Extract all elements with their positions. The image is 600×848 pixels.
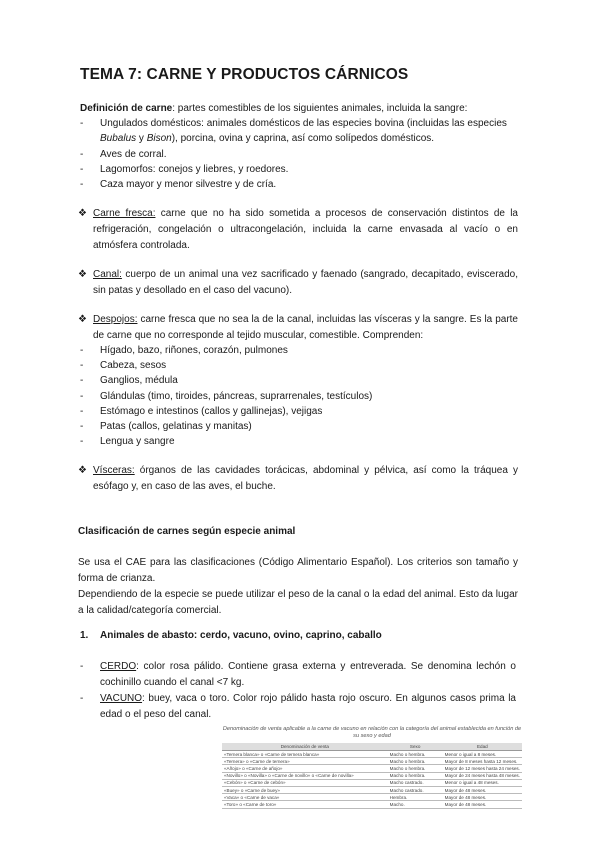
classification-paragraph-2: Dependiendo de la especie se puede utilizar el peso de la canal o la edad del animal. Esto da lugar a la calidad/categoría comercial.	[78, 589, 518, 616]
table-header-row	[222, 743, 522, 751]
despojos-section: ❖ Despojos: carne fresca que no sea la de la canal, incluidas las vísceras y la sangre. Es la parte de carne que no corresponde al tejido muscular, comestible. Comprenden:	[78, 314, 518, 341]
fresh-meat-section: ❖ Carne fresca: carne que no ha sido sometida a procesos de conservación distintos de la refrigeración, congelación o ultracongelación, incluida la carne envasada al vacío o en atmósfera controlada.	[78, 208, 518, 251]
classification-heading: Clasificación de carnes según especie animal	[78, 526, 296, 537]
list-item: - Glándulas (timo, tiroides, páncreas, suprarrenales, testículos)	[80, 389, 516, 404]
definition-lead	[80, 101, 516, 116]
list-item: - Ganglios, médula	[80, 373, 516, 388]
beef-category-table	[222, 743, 522, 809]
list-item: - Patas (callos, gelatinas y manitas)	[80, 419, 516, 434]
list-item: - CERDO: color rosa pálido. Contiene grasa externa y entreverada. Se denomina lechón o cochinillo cuando el canal <7 kg.	[80, 659, 516, 691]
list-item: - Cabeza, sesos	[80, 358, 516, 373]
table-row: «Toro» o «Carne de toro» Macho. Mayor de 48 meses.	[222, 801, 522, 808]
list-title: Animales de abasto: cerdo, vacuno, ovino, caprino, caballo	[100, 630, 382, 641]
table-header: Sexo	[388, 743, 443, 751]
visceras-term: Vísceras:	[93, 465, 135, 476]
table-row: «Vaca» o «Carne de vaca» Hembra. Mayor de 48 meses.	[222, 794, 522, 801]
diamond-bullet-icon: ❖	[78, 208, 87, 219]
list-item: - Hígado, bazo, riñones, corazón, pulmones	[80, 343, 516, 358]
despojos-list-wrap	[80, 343, 516, 449]
definition-text: : partes comestibles de los siguientes animales, incluida la sangre:	[172, 103, 468, 114]
table-row: «Ternera blanca» o «Carne de ternera blanca» Macho o hembra. Menor o igual a 8 meses.	[222, 751, 522, 758]
list-item: - VACUNO: buey, vaca o toro. Color rojo pálido hasta rojo oscuro. En algunos casos prima la edad o el peso del canal.	[80, 691, 516, 723]
diamond-bullet-icon: ❖	[78, 269, 87, 280]
table-row: «Cebón» o «Carne de cebón» Macho castrado. Menor o igual a 48 meses.	[222, 779, 522, 786]
table-caption: Denominación de venta aplicable a la carne de vacuno en relación con la categoría del animal establecida en función de su sexo y edad	[222, 726, 522, 739]
table-row: «Añojo» o «Carne de añojo» Macho o hembra. Mayor de 12 meses hasta 24 meses.	[224, 765, 520, 771]
despojos-list	[80, 343, 516, 449]
diamond-bullet-icon: ❖	[78, 314, 87, 325]
table-row: «Ternera» o «Carne de ternera» Macho o hembra. Mayor de 8 meses hasta 12 meses.	[222, 758, 522, 765]
animals-list	[80, 659, 516, 723]
definition-section	[80, 101, 516, 192]
table-header: Edad	[443, 743, 522, 751]
page-title: TEMA 7: CARNE Y PRODUCTOS CÁRNICOS	[80, 66, 409, 83]
definition-term: Definición de carne	[80, 103, 173, 114]
canal-term: Canal:	[93, 269, 122, 280]
list-number: 1.	[80, 630, 89, 641]
beef-category-table-figure	[222, 726, 522, 809]
fresh-meat-term: Carne fresca:	[93, 208, 156, 219]
despojos-term: Despojos:	[93, 314, 138, 325]
diamond-bullet-icon: ❖	[78, 465, 87, 476]
table-row: «Novillo» o «Novilla» o «Carne de novillo» o «Carne de novilla» Macho o hembra. Mayor de 24 meses hasta 48 meses.	[224, 773, 520, 779]
list-item: - Lengua y sangre	[80, 434, 516, 449]
visceras-section: ❖ Vísceras: órganos de las cavidades torácicas, abdominal y pélvica, así como la tráquea y esófago y, en caso de las aves, el buche.	[78, 465, 518, 492]
animal-term: VACUNO	[100, 693, 143, 704]
animal-term: CERDO	[100, 661, 137, 672]
list-item: - Estómago e intestinos (callos y gallinejas), vejigas	[80, 404, 516, 419]
list-item: - Caza mayor y menor silvestre y de cría.	[80, 177, 516, 192]
canal-section: ❖ Canal: cuerpo de un animal una vez sacrificado y faenado (sangrado, decapitado, eviscerado, sin patas y desollado en el caso del vacuno).	[78, 269, 518, 296]
table-header: Denominación de venta	[222, 743, 388, 751]
list-item: - Ungulados domésticos: animales domésticos de las especies bovina (incluidas las especies Bubalus y Bison), porcina, ovina y caprina, así como solípedos domésticos.	[80, 116, 516, 146]
definition-list	[80, 116, 516, 192]
animals-section	[80, 659, 516, 723]
classification-paragraph-1: Se usa el CAE para las clasificaciones (Código Alimentario Español). Los criterios son tamaño y forma de crianza.	[78, 557, 518, 584]
numbered-list-item	[80, 630, 382, 641]
list-item: - Aves de corral.	[80, 147, 516, 162]
table-row: «Buey» o «Carne de buey» Macho castrado. Mayor de 48 meses.	[222, 786, 522, 793]
list-item: - Lagomorfos: conejos y liebres, y roedores.	[80, 162, 516, 177]
